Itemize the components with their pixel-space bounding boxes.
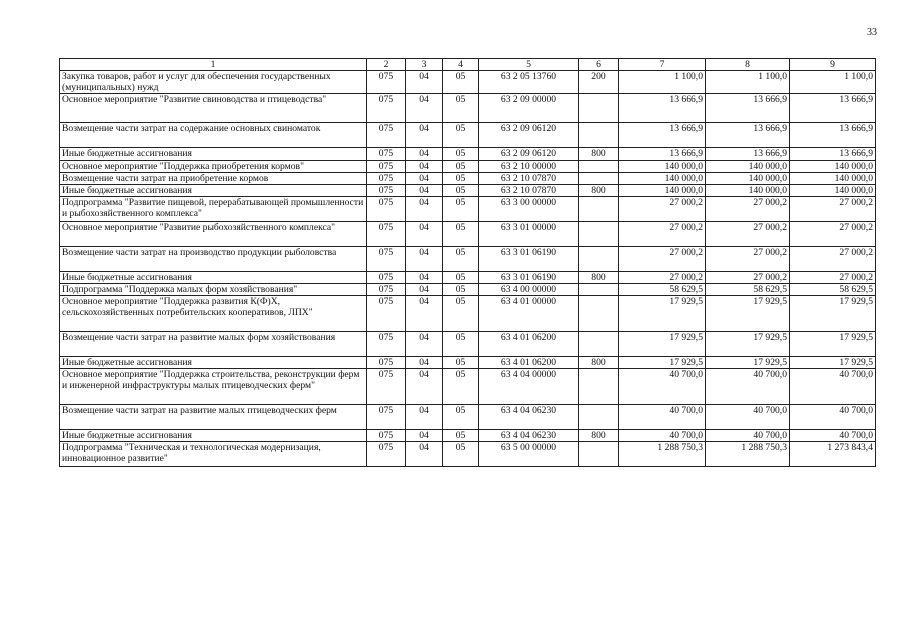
amount-col8-cell: 27 000,2 bbox=[706, 197, 790, 222]
section-cell: 04 bbox=[406, 430, 443, 442]
section-cell: 04 bbox=[406, 357, 443, 369]
table-row bbox=[60, 222, 876, 247]
amount-col7-cell: 13 666,9 bbox=[619, 94, 706, 123]
row-name-cell: Возмещение части затрат на содержание основных свиноматок bbox=[60, 123, 367, 148]
expense-type-cell bbox=[579, 405, 619, 430]
amount-col7-cell: 13 666,9 bbox=[619, 123, 706, 148]
amount-col8-cell: 13 666,9 bbox=[706, 148, 790, 161]
ministry-code-cell: 075 bbox=[367, 94, 406, 123]
amount-col7-cell: 27 000,2 bbox=[619, 247, 706, 272]
ministry-code-cell: 075 bbox=[367, 296, 406, 332]
target-article-cell: 63 2 10 07870 bbox=[479, 173, 579, 185]
amount-col9-cell: 13 666,9 bbox=[790, 148, 876, 161]
amount-col8-cell: 1 100,0 bbox=[706, 71, 790, 94]
row-name-cell: Возмещение части затрат на развитие малых форм хозяйствования bbox=[60, 332, 367, 357]
table-row bbox=[60, 123, 876, 148]
expense-type-cell bbox=[579, 296, 619, 332]
section-cell: 04 bbox=[406, 197, 443, 222]
section-cell: 04 bbox=[406, 173, 443, 185]
column-number-cell: 6 bbox=[579, 59, 619, 71]
table-row bbox=[60, 442, 876, 467]
column-number-cell: 1 bbox=[60, 59, 367, 71]
amount-col7-cell: 40 700,0 bbox=[619, 405, 706, 430]
amount-col8-cell: 140 000,0 bbox=[706, 173, 790, 185]
table-row bbox=[60, 148, 876, 161]
amount-col9-cell: 1 273 843,4 bbox=[790, 442, 876, 467]
ministry-code-cell: 075 bbox=[367, 173, 406, 185]
amount-col7-cell: 17 929,5 bbox=[619, 357, 706, 369]
subsection-cell: 05 bbox=[443, 123, 479, 148]
amount-col9-cell: 140 000,0 bbox=[790, 173, 876, 185]
target-article-cell: 63 3 01 06190 bbox=[479, 272, 579, 284]
amount-col9-cell: 27 000,2 bbox=[790, 222, 876, 247]
amount-col8-cell: 27 000,2 bbox=[706, 222, 790, 247]
table-row bbox=[60, 332, 876, 357]
expense-type-cell bbox=[579, 173, 619, 185]
amount-col9-cell: 140 000,0 bbox=[790, 185, 876, 197]
subsection-cell: 05 bbox=[443, 173, 479, 185]
expense-type-cell bbox=[579, 369, 619, 405]
subsection-cell: 05 bbox=[443, 357, 479, 369]
amount-col8-cell: 27 000,2 bbox=[706, 247, 790, 272]
table-row bbox=[60, 185, 876, 197]
expense-type-cell bbox=[579, 222, 619, 247]
subsection-cell: 05 bbox=[443, 442, 479, 467]
expense-type-cell: 800 bbox=[579, 357, 619, 369]
row-name-cell: Основное мероприятие "Поддержка строительства, реконструкции ферм и инженерной инфраструктуры малых птицеводческих ферм" bbox=[60, 369, 367, 405]
amount-col9-cell: 140 000,0 bbox=[790, 161, 876, 173]
row-name-cell: Основное мероприятие "Поддержка развития К(Ф)Х, сельскохозяйственных потребительских кооперативов, ЛПХ" bbox=[60, 296, 367, 332]
expense-type-cell: 800 bbox=[579, 185, 619, 197]
column-number-cell: 2 bbox=[367, 59, 406, 71]
amount-col9-cell: 17 929,5 bbox=[790, 357, 876, 369]
amount-col9-cell: 13 666,9 bbox=[790, 123, 876, 148]
target-article-cell: 63 3 01 06190 bbox=[479, 247, 579, 272]
amount-col8-cell: 40 700,0 bbox=[706, 405, 790, 430]
expense-type-cell: 800 bbox=[579, 148, 619, 161]
target-article-cell: 63 2 09 00000 bbox=[479, 94, 579, 123]
section-cell: 04 bbox=[406, 296, 443, 332]
expense-type-cell bbox=[579, 161, 619, 173]
page-number: 33 bbox=[867, 27, 877, 38]
section-cell: 04 bbox=[406, 405, 443, 430]
subsection-cell: 05 bbox=[443, 405, 479, 430]
amount-col8-cell: 40 700,0 bbox=[706, 369, 790, 405]
row-name-cell: Подпрограмма "Развитие пищевой, перерабатывающей промышленности и рыбохозяйственного комплекса" bbox=[60, 197, 367, 222]
row-name-cell: Закупка товаров, работ и услуг для обеспечения государственных (муниципальных) нужд bbox=[60, 71, 367, 94]
amount-col7-cell: 27 000,2 bbox=[619, 222, 706, 247]
amount-col7-cell: 140 000,0 bbox=[619, 161, 706, 173]
expense-type-cell bbox=[579, 94, 619, 123]
amount-col7-cell: 13 666,9 bbox=[619, 148, 706, 161]
section-cell: 04 bbox=[406, 442, 443, 467]
subsection-cell: 05 bbox=[443, 284, 479, 296]
section-cell: 04 bbox=[406, 247, 443, 272]
row-name-cell: Иные бюджетные ассигнования bbox=[60, 272, 367, 284]
table-row bbox=[60, 173, 876, 185]
amount-col8-cell: 27 000,2 bbox=[706, 272, 790, 284]
column-number-cell: 9 bbox=[790, 59, 876, 71]
ministry-code-cell: 075 bbox=[367, 369, 406, 405]
section-cell: 04 bbox=[406, 94, 443, 123]
ministry-code-cell: 075 bbox=[367, 247, 406, 272]
target-article-cell: 63 4 01 06200 bbox=[479, 357, 579, 369]
ministry-code-cell: 075 bbox=[367, 222, 406, 247]
expense-type-cell bbox=[579, 442, 619, 467]
table-row bbox=[60, 71, 876, 94]
ministry-code-cell: 075 bbox=[367, 272, 406, 284]
amount-col7-cell: 27 000,2 bbox=[619, 272, 706, 284]
section-cell: 04 bbox=[406, 284, 443, 296]
expense-type-cell bbox=[579, 247, 619, 272]
target-article-cell: 63 3 00 00000 bbox=[479, 197, 579, 222]
subsection-cell: 05 bbox=[443, 272, 479, 284]
target-article-cell: 63 5 00 00000 bbox=[479, 442, 579, 467]
column-number-cell: 5 bbox=[479, 59, 579, 71]
amount-col9-cell: 40 700,0 bbox=[790, 405, 876, 430]
row-name-cell: Основное мероприятие "Развитие рыбохозяйственного комплекса" bbox=[60, 222, 367, 247]
subsection-cell: 05 bbox=[443, 296, 479, 332]
table-row bbox=[60, 284, 876, 296]
target-article-cell: 63 3 01 00000 bbox=[479, 222, 579, 247]
row-name-cell: Иные бюджетные ассигнования bbox=[60, 185, 367, 197]
target-article-cell: 63 2 10 00000 bbox=[479, 161, 579, 173]
ministry-code-cell: 075 bbox=[367, 332, 406, 357]
section-cell: 04 bbox=[406, 123, 443, 148]
column-number-cell: 7 bbox=[619, 59, 706, 71]
amount-col8-cell: 140 000,0 bbox=[706, 161, 790, 173]
amount-col8-cell: 40 700,0 bbox=[706, 430, 790, 442]
expense-type-cell bbox=[579, 332, 619, 357]
table-row bbox=[60, 296, 876, 332]
table-row bbox=[60, 357, 876, 369]
expense-type-cell: 800 bbox=[579, 430, 619, 442]
amount-col9-cell: 13 666,9 bbox=[790, 94, 876, 123]
amount-col9-cell: 17 929,5 bbox=[790, 296, 876, 332]
subsection-cell: 05 bbox=[443, 185, 479, 197]
section-cell: 04 bbox=[406, 332, 443, 357]
section-cell: 04 bbox=[406, 185, 443, 197]
column-number-cell: 8 bbox=[706, 59, 790, 71]
amount-col9-cell: 27 000,2 bbox=[790, 272, 876, 284]
amount-col7-cell: 1 288 750,3 bbox=[619, 442, 706, 467]
target-article-cell: 63 4 04 06230 bbox=[479, 430, 579, 442]
amount-col8-cell: 17 929,5 bbox=[706, 296, 790, 332]
table-row bbox=[60, 247, 876, 272]
target-article-cell: 63 4 04 06230 bbox=[479, 405, 579, 430]
table-row bbox=[60, 197, 876, 222]
row-name-cell: Подпрограмма "Поддержка малых форм хозяйствования" bbox=[60, 284, 367, 296]
subsection-cell: 05 bbox=[443, 332, 479, 357]
amount-col9-cell: 40 700,0 bbox=[790, 369, 876, 405]
section-cell: 04 bbox=[406, 369, 443, 405]
row-name-cell: Основное мероприятие "Поддержка приобретения кормов" bbox=[60, 161, 367, 173]
amount-col8-cell: 1 288 750,3 bbox=[706, 442, 790, 467]
ministry-code-cell: 075 bbox=[367, 357, 406, 369]
amount-col8-cell: 13 666,9 bbox=[706, 123, 790, 148]
subsection-cell: 05 bbox=[443, 369, 479, 405]
target-article-cell: 63 4 01 00000 bbox=[479, 296, 579, 332]
subsection-cell: 05 bbox=[443, 94, 479, 123]
amount-col9-cell: 17 929,5 bbox=[790, 332, 876, 357]
ministry-code-cell: 075 bbox=[367, 430, 406, 442]
amount-col7-cell: 40 700,0 bbox=[619, 369, 706, 405]
subsection-cell: 05 bbox=[443, 430, 479, 442]
ministry-code-cell: 075 bbox=[367, 148, 406, 161]
target-article-cell: 63 4 01 06200 bbox=[479, 332, 579, 357]
ministry-code-cell: 075 bbox=[367, 197, 406, 222]
row-name-cell: Подпрограмма "Техническая и технологическая модернизация, инновационное развитие" bbox=[60, 442, 367, 467]
table-row bbox=[60, 94, 876, 123]
section-cell: 04 bbox=[406, 272, 443, 284]
amount-col8-cell: 17 929,5 bbox=[706, 332, 790, 357]
subsection-cell: 05 bbox=[443, 247, 479, 272]
amount-col7-cell: 17 929,5 bbox=[619, 332, 706, 357]
amount-col7-cell: 17 929,5 bbox=[619, 296, 706, 332]
amount-col8-cell: 13 666,9 bbox=[706, 94, 790, 123]
table-row bbox=[60, 430, 876, 442]
amount-col9-cell: 27 000,2 bbox=[790, 247, 876, 272]
amount-col7-cell: 1 100,0 bbox=[619, 71, 706, 94]
table-row bbox=[60, 369, 876, 405]
subsection-cell: 05 bbox=[443, 222, 479, 247]
amount-col7-cell: 40 700,0 bbox=[619, 430, 706, 442]
row-name-cell: Основное мероприятие "Развитие свиноводства и птицеводства" bbox=[60, 94, 367, 123]
row-name-cell: Иные бюджетные ассигнования bbox=[60, 148, 367, 161]
row-name-cell: Иные бюджетные ассигнования bbox=[60, 357, 367, 369]
amount-col8-cell: 140 000,0 bbox=[706, 185, 790, 197]
ministry-code-cell: 075 bbox=[367, 185, 406, 197]
row-name-cell: Возмещение части затрат на развитие малых птицеводческих ферм bbox=[60, 405, 367, 430]
amount-col7-cell: 140 000,0 bbox=[619, 173, 706, 185]
section-cell: 04 bbox=[406, 222, 443, 247]
target-article-cell: 63 4 04 00000 bbox=[479, 369, 579, 405]
amount-col7-cell: 58 629,5 bbox=[619, 284, 706, 296]
amount-col8-cell: 58 629,5 bbox=[706, 284, 790, 296]
ministry-code-cell: 075 bbox=[367, 284, 406, 296]
subsection-cell: 05 bbox=[443, 71, 479, 94]
table-row bbox=[60, 405, 876, 430]
subsection-cell: 05 bbox=[443, 148, 479, 161]
ministry-code-cell: 075 bbox=[367, 161, 406, 173]
target-article-cell: 63 2 05 13760 bbox=[479, 71, 579, 94]
target-article-cell: 63 2 09 06120 bbox=[479, 148, 579, 161]
ministry-code-cell: 075 bbox=[367, 405, 406, 430]
amount-col9-cell: 40 700,0 bbox=[790, 430, 876, 442]
subsection-cell: 05 bbox=[443, 161, 479, 173]
ministry-code-cell: 075 bbox=[367, 442, 406, 467]
table-row bbox=[60, 272, 876, 284]
amount-col9-cell: 58 629,5 bbox=[790, 284, 876, 296]
target-article-cell: 63 4 00 00000 bbox=[479, 284, 579, 296]
amount-col7-cell: 27 000,2 bbox=[619, 197, 706, 222]
ministry-code-cell: 075 bbox=[367, 123, 406, 148]
expense-type-cell: 800 bbox=[579, 272, 619, 284]
section-cell: 04 bbox=[406, 161, 443, 173]
column-number-cell: 4 bbox=[443, 59, 479, 71]
amount-col8-cell: 17 929,5 bbox=[706, 357, 790, 369]
expense-type-cell: 200 bbox=[579, 71, 619, 94]
row-name-cell: Возмещение части затрат на приобретение кормов bbox=[60, 173, 367, 185]
ministry-code-cell: 075 bbox=[367, 71, 406, 94]
amount-col9-cell: 1 100,0 bbox=[790, 71, 876, 94]
expense-type-cell bbox=[579, 284, 619, 296]
column-number-cell: 3 bbox=[406, 59, 443, 71]
section-cell: 04 bbox=[406, 148, 443, 161]
section-cell: 04 bbox=[406, 71, 443, 94]
amount-col7-cell: 140 000,0 bbox=[619, 185, 706, 197]
row-name-cell: Возмещение части затрат на производство продукции рыболовства bbox=[60, 247, 367, 272]
amount-col9-cell: 27 000,2 bbox=[790, 197, 876, 222]
subsection-cell: 05 bbox=[443, 197, 479, 222]
table-row bbox=[60, 161, 876, 173]
expense-type-cell bbox=[579, 197, 619, 222]
target-article-cell: 63 2 09 06120 bbox=[479, 123, 579, 148]
budget-table bbox=[59, 58, 876, 467]
target-article-cell: 63 2 10 07870 bbox=[479, 185, 579, 197]
expense-type-cell bbox=[579, 123, 619, 148]
table-header-row bbox=[60, 59, 876, 71]
row-name-cell: Иные бюджетные ассигнования bbox=[60, 430, 367, 442]
